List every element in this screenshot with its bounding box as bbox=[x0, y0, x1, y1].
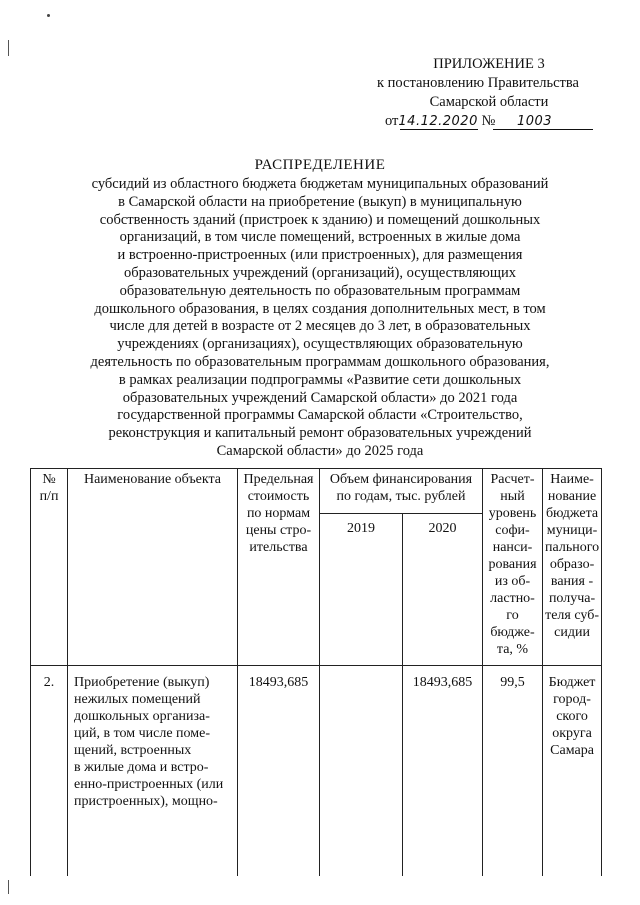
row-recipient-budget: Бюджет город- ского округа Самара bbox=[543, 666, 602, 876]
row-number: 2. bbox=[31, 666, 68, 876]
subtitle-line: реконструкция и капитальный ремонт образовательных учреждений bbox=[108, 425, 532, 442]
appendix-resolution: к постановлению Правительства bbox=[377, 75, 579, 91]
appendix-title: ПРИЛОЖЕНИЕ 3 bbox=[433, 56, 545, 72]
table-row bbox=[31, 666, 602, 876]
subtitle-line: государственной программы Самарской области «Строительство, bbox=[117, 407, 523, 424]
subtitle-line: образовательную деятельность по образовательным программам bbox=[119, 282, 521, 299]
subtitle-line: учреждениях (организациях), осуществляющих образовательную bbox=[117, 336, 523, 353]
resolution-date-number bbox=[385, 113, 595, 130]
subtitle-line: Самарской области» до 2025 года bbox=[216, 442, 424, 459]
document-title: РАСПРЕДЕЛЕНИЕ bbox=[254, 157, 386, 173]
header-cofinancing-rate: Расчет- ный уровень софи- нанси- рования из об- ластно- го бюдже- та, % bbox=[483, 469, 543, 666]
appendix-region: Самарской области bbox=[429, 94, 549, 110]
subtitle-line: организаций, в том числе помещений, встроенных в жилые дома bbox=[119, 229, 521, 246]
document-subtitle bbox=[60, 176, 580, 461]
table-header-row bbox=[31, 469, 602, 514]
row-funding-2020: 18493,685 bbox=[403, 666, 483, 876]
handwritten-date: 14.12.2020 bbox=[398, 114, 478, 129]
header-year-2019: 2019 bbox=[320, 514, 403, 666]
number-underline bbox=[493, 129, 593, 130]
handwritten-number: 1003 bbox=[516, 114, 553, 129]
header-recipient-budget: Наиме- нование бюджета муници- пального образо- вания - получа- теля суб- сидии bbox=[543, 469, 602, 666]
subtitle-line: дошкольного образования, в целях создания дополнительных мест, в том bbox=[94, 300, 546, 317]
appendix-header bbox=[360, 55, 596, 112]
header-max-cost: Предельная стоимость по нормам цены стро- ительства bbox=[238, 469, 320, 666]
subtitle-line: числе для детей в возрасте от 2 месяцев до 3 лет, в образовательных bbox=[109, 318, 531, 335]
distribution-table bbox=[30, 468, 602, 876]
header-year-2020: 2020 bbox=[403, 514, 483, 666]
header-funding-volume: Объем финансирования по годам, тыс. рублей bbox=[320, 469, 483, 514]
subtitle-line: субсидий из областного бюджета бюджетам муниципальных образований bbox=[91, 176, 549, 192]
row-max-cost: 18493,685 bbox=[238, 666, 320, 876]
subtitle-line: образовательных учреждений (организаций), осуществляющих bbox=[123, 264, 517, 281]
header-number: № п/п bbox=[31, 469, 68, 666]
subtitle-line: образовательных учреждений Самарской области» до 2021 года bbox=[122, 389, 518, 406]
subtitle-line: и встроенно-пристроенных (или пристроенных), для размещения bbox=[117, 247, 523, 264]
row-object-name: Приобретение (выкуп) нежилых помещений дошкольных организа- ций, в том числе поме- щений, встроенных в жилые дома и встро- енно-пристроенных (или пристроенных), мощно- bbox=[68, 666, 238, 876]
subtitle-line: собственность зданий (пристроек к зданию) и помещений дошкольных bbox=[99, 211, 541, 228]
date-prefix: от bbox=[385, 113, 399, 129]
subtitle-line: деятельность по образовательным программам дошкольного образования, bbox=[90, 353, 550, 370]
subtitle-line: в Самарской области на приобретение (выкуп) в муниципальную bbox=[118, 193, 522, 210]
scan-edge-mark bbox=[8, 880, 9, 894]
number-prefix: № bbox=[481, 113, 496, 129]
row-cofinancing-rate: 99,5 bbox=[483, 666, 543, 876]
scan-edge-mark bbox=[8, 40, 9, 56]
scan-speck bbox=[47, 14, 50, 17]
subtitle-line: в рамках реализации подпрограммы «Развитие сети дошкольных bbox=[118, 371, 522, 388]
header-object-name: Наименование объекта bbox=[68, 469, 238, 666]
row-funding-2019 bbox=[320, 666, 403, 876]
date-underline bbox=[400, 129, 478, 130]
